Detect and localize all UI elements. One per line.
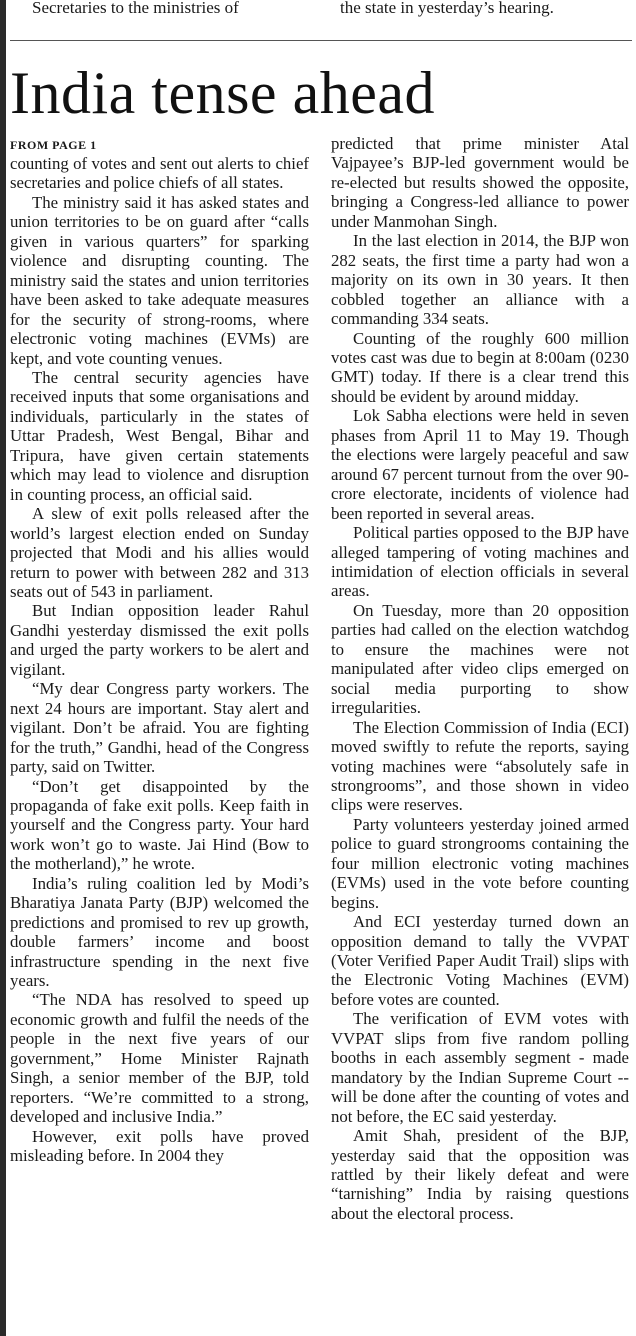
previous-article-strip bbox=[10, 0, 632, 41]
paragraph: predicted that prime minister Atal Vajpayee’s BJP-led government would be re-elected but results showed the opposite, bringing a Congress-led alliance to power under Manmohan Singh. bbox=[331, 134, 629, 231]
paragraph: The Election Commission of India (ECI) moved swiftly to refute the reports, saying voting machines were “absolutely safe in strongrooms”, and those shown in video clips were reserves. bbox=[331, 717, 629, 815]
paragraph: India’s ruling coalition led by Modi’s Bharatiya Janata Party (BJP) welcomed the predictions and promised to rev up growth, double farmers’ income and boost infrastructure spending in the next five years. bbox=[10, 873, 309, 991]
paragraph: And ECI yesterday turned down an opposition demand to tally the VVPAT (Voter Verified Paper Audit Trail) slips with the Electronic Voting Machines (EVM) before votes are counted. bbox=[331, 912, 629, 1009]
paragraph: Party volunteers yesterday joined armed police to guard strongrooms containing the four million electronic voting machines (EVMs) used in the vote before counting begins. bbox=[331, 814, 629, 912]
paragraph: The verification of EVM votes with VVPAT slips from five random polling booths in each assembly segment - made mandatory by the Indian Supreme Court -- will be done after the counting of votes and not before, the EC said yesterday. bbox=[331, 1009, 629, 1126]
paragraph: counting of votes and sent out alerts to chief secretaries and police chiefs of all states. bbox=[10, 154, 309, 193]
paragraph: Counting of the roughly 600 million votes cast was due to begin at 8:00am (0230 GMT) today. If there is a clear trend this should be evident by around midday. bbox=[331, 328, 629, 406]
paragraph: However, exit polls have proved misleading before. In 2004 they bbox=[10, 1126, 309, 1166]
paragraph: Lok Sabha elections were held in seven phases from April 11 to May 19. Though the elections were largely peaceful and saw around 67 percent turnout from the over 90-crore electorate, incidents of violence had been reported in several areas. bbox=[331, 406, 629, 523]
article-headline: India tense ahead bbox=[10, 60, 435, 126]
paragraph: “My dear Congress party workers. The next 24 hours are important. Stay alert and vigilant. Don’t be afraid. You are fighting for the truth,” Gandhi, head of the Congress party, said on Twitter. bbox=[10, 679, 309, 777]
paragraph: “Don’t get disappointed by the propaganda of fake exit polls. Keep faith in yourself and the Congress party. Your hard work won’t go to waste. Jai Hind (Bow to the motherland),” he wrote. bbox=[10, 776, 309, 874]
page-edge-rule bbox=[0, 0, 6, 1336]
continuation-kicker: FROM PAGE 1 bbox=[10, 138, 97, 152]
article-column-2 bbox=[331, 134, 629, 1223]
paragraph: The ministry said it has asked states and union territories to be on guard after “calls given in various quarters” for sparking violence and disrupting counting. The ministry said the states and union territories have been asked to take adequate measures for the security of strong-rooms, where electronic voting machines (EVMs) are kept, and vote counting venues. bbox=[10, 192, 309, 368]
article-column-1 bbox=[10, 136, 309, 1166]
paragraph: A slew of exit polls released after the world’s largest election ended on Sunday projected that Modi and his allies would return to power with between 282 and 313 seats out of 543 in parliament. bbox=[10, 504, 309, 601]
paragraph: Amit Shah, president of the BJP, yesterday said that the opposition was rattled by their likely defeat and were “tarnishing” India by raising questions about the electoral process. bbox=[331, 1126, 629, 1223]
paragraph: The central security agencies have received inputs that some organisations and individuals, particularly in the states of Uttar Pradesh, West Bengal, Bihar and Tripura, have given certain statements which may lead to violence and disruption in counting process, an official said. bbox=[10, 367, 309, 504]
paragraph: But Indian opposition leader Rahul Gandhi yesterday dismissed the exit polls and urged the party workers to be alert and vigilant. bbox=[10, 601, 309, 679]
paragraph: On Tuesday, more than 20 opposition parties had called on the election watchdog to ensure the machines were not manipulated after video clips emerged on social media purporting to show irregularities. bbox=[331, 600, 629, 718]
previous-article-left-fragment: Secretaries to the ministries of bbox=[32, 0, 239, 17]
paragraph: “The NDA has resolved to speed up economic growth and fulfil the needs of the people in the next five years of our government,” Home Minister Rajnath Singh, a senior member of the BJP, told reporters. “We’re committed to a strong, developed and inclusive India.” bbox=[10, 990, 309, 1127]
previous-article-right-fragment: the state in yesterday’s hearing. bbox=[340, 0, 554, 17]
paragraph: In the last election in 2014, the BJP won 282 seats, the first time a party had won a majority on its own in 30 years. It then cobbled together an alliance with a commanding 334 seats. bbox=[331, 231, 629, 329]
paragraph: Political parties opposed to the BJP have alleged tampering of voting machines and intimidation of election officials in several areas. bbox=[331, 523, 629, 601]
